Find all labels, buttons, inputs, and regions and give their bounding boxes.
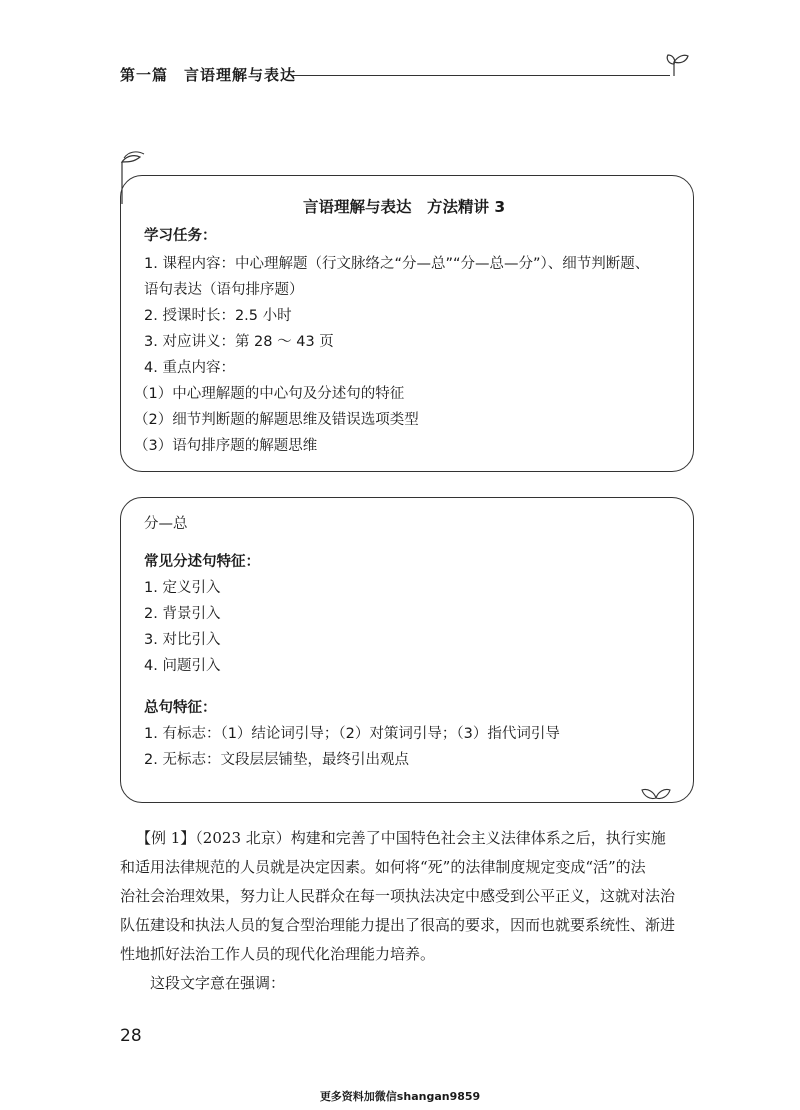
example-line: 队伍建设和执法人员的复合型治理能力提出了很高的要求，因而也就要系统性、渐进	[120, 916, 676, 934]
leaf-pair-icon	[640, 784, 672, 802]
section-heading: 总句特征：	[144, 700, 217, 716]
list-item: 1. 定义引入	[144, 580, 221, 596]
box-title: 分—总	[144, 516, 188, 532]
chapter-header: 第一篇 言语理解与表达	[120, 66, 297, 84]
box-title: 言语理解与表达 方法精讲 3	[303, 198, 506, 216]
footer-note: 更多资料加微信shangan9859	[319, 1090, 481, 1103]
list-item: 2. 授课时长：2.5 小时	[144, 308, 292, 324]
list-item: 语句表达（语句排序题）	[144, 282, 304, 298]
example-line: 治社会治理效果，努力让人民群众在每一项执法决定中感受到公平正义，这就对法治	[120, 887, 676, 905]
task-heading: 学习任务：	[144, 228, 217, 244]
list-item: 4. 重点内容：	[144, 360, 235, 376]
list-item: （1）中心理解题的中心句及分述句的特征	[134, 386, 405, 402]
list-item: （2）细节判断题的解题思维及错误选项类型	[134, 412, 419, 428]
example-line: 【例 1】（2023 北京）构建和完善了中国特色社会主义法律体系之后，执行实施	[136, 829, 666, 847]
list-item: 3. 对比引入	[144, 632, 221, 648]
sprout-icon	[664, 50, 698, 80]
list-item: 2. 背景引入	[144, 606, 221, 622]
list-item: 1. 有标志：（1）结论词引导；（2）对策词引导；（3）指代词引导	[144, 726, 560, 742]
list-item: （3）语句排序题的解题思维	[134, 438, 318, 454]
header-divider	[292, 75, 670, 76]
list-item: 2. 无标志：文段层层铺垫，最终引出观点	[144, 752, 409, 768]
list-item: 3. 对应讲义：第 28 ～ 43 页	[144, 334, 334, 350]
example-line: 性地抓好法治工作人员的现代化治理能力培养。	[120, 945, 436, 963]
example-line: 和适用法律规范的人员就是决定因素。如何将“死”的法律制度规定变成“活”的法	[120, 858, 646, 876]
section-heading: 常见分述句特征：	[144, 554, 260, 570]
example-question: 这段文字意在强调：	[150, 974, 286, 992]
list-item: 4. 问题引入	[144, 658, 221, 674]
page-number: 28	[120, 1026, 142, 1046]
list-item: 1. 课程内容：中心理解题（行文脉络之“分—总”“分—总—分”）、细节判断题、	[144, 256, 650, 272]
